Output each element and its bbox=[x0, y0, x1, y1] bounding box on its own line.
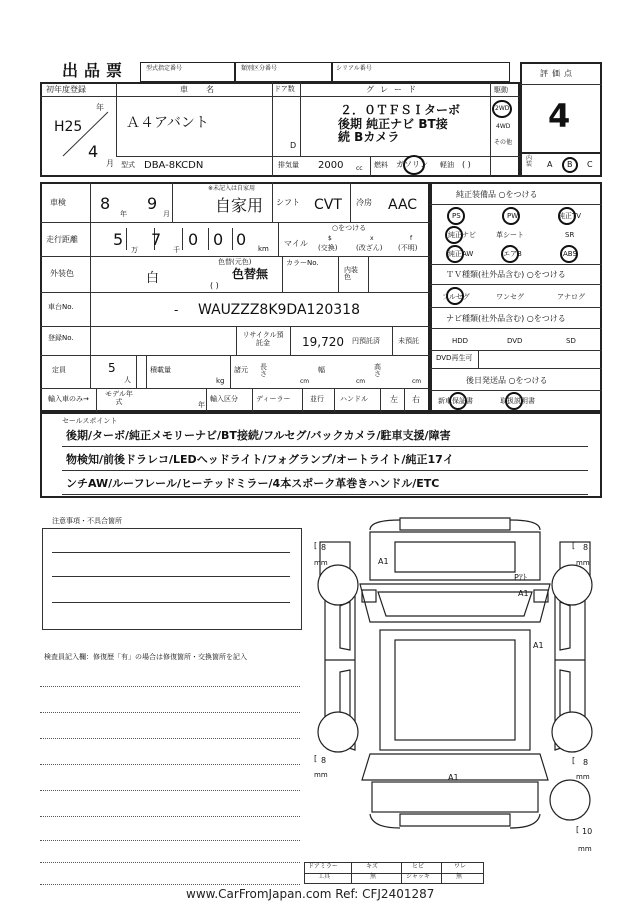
door-d: D bbox=[290, 141, 297, 150]
color-value: 白 bbox=[146, 271, 160, 286]
recycle-label: リサイクル預託金 bbox=[242, 331, 284, 348]
equip-airbag-circle bbox=[501, 245, 519, 263]
tire-rl-depth: 8 bbox=[321, 756, 327, 765]
tire-fl-unit: mm bbox=[314, 559, 328, 567]
mile-sub3b: (不明) bbox=[398, 244, 418, 252]
mark-a1-rear: A1 bbox=[448, 773, 459, 782]
chassis-value: WAUZZZ8K9DA120318 bbox=[198, 302, 360, 318]
grade-line1: ２．０ＴＦＳＩターボ bbox=[340, 103, 461, 117]
equip-navi-circle bbox=[445, 226, 463, 244]
later-warranty-circle bbox=[449, 392, 467, 410]
import-parallel: 並行 bbox=[310, 395, 324, 403]
import-type-label: 輸入区分 bbox=[210, 395, 238, 403]
mileage-digit-5: 0 bbox=[236, 230, 247, 249]
equip-tv-circle bbox=[558, 207, 576, 225]
car-damage-diagram bbox=[300, 510, 610, 860]
fuel-paren: ( ) bbox=[462, 160, 471, 169]
sales-point-label: セールスポイント bbox=[62, 417, 118, 425]
equip-aw-circle bbox=[446, 245, 464, 263]
light-oil-label: 軽油 bbox=[440, 161, 454, 169]
mileage-digit-2: 7 bbox=[151, 230, 162, 249]
legend-c1: 工具 bbox=[318, 873, 331, 880]
color-no-label: カラーNo. bbox=[286, 259, 319, 267]
caution-box bbox=[42, 528, 302, 630]
height-unit: cm bbox=[412, 378, 422, 385]
katashiki-label: 型式指定番号 bbox=[146, 65, 183, 72]
mark-a1-front: A1 bbox=[378, 557, 389, 566]
capacity-unit: 人 bbox=[124, 376, 131, 384]
drive-label: 駆動 bbox=[494, 86, 508, 94]
tire-fr-depth: 8 bbox=[583, 543, 589, 552]
tv-analog: アナログ bbox=[557, 293, 585, 301]
interior-label: 内装 bbox=[526, 155, 533, 168]
score-label: 評価点 bbox=[540, 69, 576, 78]
legend-h3: ヒビ bbox=[412, 863, 425, 870]
model-label: 型式 bbox=[121, 161, 135, 169]
mile-sub1: $ bbox=[328, 235, 332, 242]
sheet-title: 出品票 bbox=[62, 61, 129, 80]
recycle-paid: 円預託済 bbox=[352, 337, 380, 345]
mile-circle-note: ○をつける bbox=[332, 224, 367, 232]
equip-ps-circle bbox=[447, 207, 465, 225]
displacement-label: 排気量 bbox=[278, 161, 299, 169]
grade-line3: 続 Bカメラ bbox=[338, 130, 400, 144]
equip-pw: PW bbox=[507, 212, 519, 220]
ac-label: 冷房 bbox=[356, 198, 372, 207]
equip-sr: SR bbox=[565, 231, 575, 239]
mark-a1-door: A1 bbox=[533, 641, 544, 650]
mileage-man: 万 bbox=[131, 246, 138, 254]
mark-patsu: Pｱﾄ bbox=[514, 573, 527, 582]
equip-tv: 純正TV bbox=[558, 212, 582, 220]
grade-line2: 後期 純正ナビ BT接 bbox=[338, 117, 448, 131]
color-paren: ( ) bbox=[210, 281, 219, 290]
tire-rr-unit: mm bbox=[576, 773, 590, 781]
mile-sub1b: (交換) bbox=[318, 244, 338, 252]
watermark: www.CarFromJapan.com Ref: CFJ2401287 bbox=[186, 887, 435, 901]
mileage-sen: 千 bbox=[173, 246, 180, 254]
legend-c3: ジャッキ bbox=[406, 873, 430, 880]
color-label: 外装色 bbox=[50, 269, 74, 278]
chassis-dash: - bbox=[174, 303, 179, 317]
tire-spare-unit: mm bbox=[578, 845, 592, 853]
equip-abs-circle bbox=[560, 245, 578, 263]
first-reg-month: 4 bbox=[88, 142, 99, 161]
grade-label: グレード bbox=[366, 85, 422, 94]
score-value: 4 bbox=[548, 97, 571, 135]
import-label: 輸入車のみ→ bbox=[48, 395, 89, 403]
car-name-label: 車名 bbox=[180, 85, 232, 94]
shift-value: CVT bbox=[314, 197, 342, 213]
shaken-year: 8 bbox=[100, 194, 111, 213]
tire-rr-bracket: [ bbox=[572, 756, 576, 765]
ac-value: AAC bbox=[388, 197, 418, 213]
equip-aw: 純正AW bbox=[448, 250, 474, 258]
mile-sub2b: (改ざん) bbox=[356, 244, 383, 252]
later-manual-circle bbox=[505, 392, 523, 410]
legend-h4: ワレ bbox=[454, 863, 467, 870]
doors-label: ドア数 bbox=[274, 85, 295, 93]
width-label: 幅 bbox=[318, 366, 325, 374]
tire-rr-depth: 8 bbox=[583, 758, 589, 767]
import-dealer: ディーラー bbox=[256, 395, 291, 403]
drive-2wd: 2WD bbox=[495, 105, 510, 112]
navi-type-title: ナビ種類(社外品含む) ○をつける bbox=[446, 314, 566, 323]
car-name-value: Ａ４アバント bbox=[126, 115, 209, 131]
navi-hdd: HDD bbox=[452, 337, 469, 345]
drive-other: その他 bbox=[494, 139, 513, 146]
tire-fl-bracket: [ bbox=[314, 541, 318, 550]
later-title: 後日発送品 ○をつける bbox=[466, 376, 548, 385]
sales-point-line1: 後期/ターボ/純正メモリーナビ/BT接続/フルセグ/バックカメラ/駐車支援/障害 bbox=[66, 429, 451, 442]
mile-label: マイル bbox=[284, 239, 308, 248]
equip-pw-circle bbox=[502, 207, 520, 225]
model-value: DBA-8KCDN bbox=[144, 160, 204, 171]
first-reg-year: H25 bbox=[54, 119, 83, 135]
year-suffix: 年 bbox=[96, 103, 104, 112]
recycle-value: 19,720 bbox=[302, 335, 344, 349]
navi-sd: SD bbox=[566, 337, 576, 345]
interior-color-label: 内装色 bbox=[344, 266, 358, 281]
mile-sub2: x bbox=[370, 235, 374, 242]
chassis-label: 車台No. bbox=[48, 303, 74, 311]
first-reg-label: 初年度登録 bbox=[46, 85, 86, 94]
interior-b-circle bbox=[562, 157, 578, 173]
usage-note: ※未記入は自家用 bbox=[208, 185, 256, 192]
load-label: 積載量 bbox=[150, 366, 171, 374]
month-suffix: 月 bbox=[106, 159, 114, 168]
height-label: 高さ bbox=[374, 363, 381, 378]
caution-label: 注意事項・不具合箇所 bbox=[52, 517, 122, 525]
tire-fr-unit: mm bbox=[576, 559, 590, 567]
navi-dvd: DVD bbox=[507, 337, 523, 345]
later-warranty: 新車保証書 bbox=[438, 397, 473, 405]
interior-b: B bbox=[567, 160, 573, 169]
interior-a: A bbox=[547, 160, 553, 169]
mileage-km: km bbox=[258, 245, 269, 253]
shift-label: シフト bbox=[276, 198, 300, 207]
serial-label: シリアル番号 bbox=[336, 65, 372, 72]
length-unit: cm bbox=[300, 378, 310, 385]
equip-leather: 革シート bbox=[496, 231, 524, 239]
tire-spare-depth: 10 bbox=[582, 827, 593, 836]
fuel-value: ガソリン bbox=[396, 160, 428, 169]
handle-label: ハンドル bbox=[340, 395, 368, 403]
usage-value: 自家用 bbox=[215, 196, 264, 215]
capacity-value: 5 bbox=[108, 361, 116, 375]
shaken-year-unit: 年 bbox=[120, 210, 127, 218]
tire-fr-bracket: [ bbox=[572, 541, 576, 550]
handle-left: 左 bbox=[390, 395, 398, 404]
tire-fl-depth: 8 bbox=[321, 543, 327, 552]
shaken-month: 9 bbox=[147, 194, 158, 213]
mileage-digit-3: 0 bbox=[188, 230, 199, 249]
mile-sub3: f bbox=[410, 235, 413, 242]
sales-point-line3: ンチAW/ルーフレール/ヒーテッドミラー/4本スポーク革巻きハンドル/ETC bbox=[66, 477, 440, 490]
drive-4wd: 4WD bbox=[496, 123, 511, 130]
tv-fullseg-circle bbox=[446, 287, 464, 305]
equip-airbag: エアB bbox=[503, 250, 522, 258]
handle-right: 右 bbox=[412, 395, 420, 404]
interior-c: C bbox=[587, 160, 593, 169]
equip-navi: 純正ナビ bbox=[448, 231, 476, 239]
model-year-label: モデル年式 bbox=[105, 390, 133, 406]
length-label: 長さ bbox=[260, 363, 267, 378]
color-code-label: 色替(元色) bbox=[218, 258, 252, 266]
displacement-value: 2000 bbox=[318, 160, 344, 171]
model-year-unit: 年 bbox=[198, 401, 205, 409]
legend-c2: 無 bbox=[370, 873, 377, 880]
tv-fullseg: フルセグ bbox=[442, 293, 470, 301]
dims-label: 諸元 bbox=[234, 366, 248, 374]
tire-spare-bracket: [ bbox=[576, 825, 580, 834]
sales-point-line2: 物検知/前後ドラレコ/LEDヘッドライト/フォグランプ/オートライト/純正17イ bbox=[66, 453, 454, 466]
shaken-month-unit: 月 bbox=[163, 210, 170, 218]
ruibetsu-label: 類別区分番号 bbox=[241, 65, 278, 72]
equip-ps: PS bbox=[452, 212, 461, 220]
tire-rl-bracket: [ bbox=[314, 754, 318, 763]
mileage-label: 走行距離 bbox=[46, 235, 78, 244]
dvd-play: DVD再生可 bbox=[436, 354, 473, 362]
mark-a1-fender: A1 bbox=[518, 589, 529, 598]
legend-h1: ドアミラー bbox=[308, 863, 338, 870]
mileage-digit-1: 5 bbox=[113, 230, 124, 249]
legend-c4: 無 bbox=[456, 873, 463, 880]
details-block bbox=[40, 182, 430, 412]
fuel-circle bbox=[403, 155, 425, 175]
mileage-digit-4: 0 bbox=[213, 230, 224, 249]
recycle-unpaid: 未預託 bbox=[398, 337, 419, 345]
tire-rl-unit: mm bbox=[314, 771, 328, 779]
fuel-label: 燃料 bbox=[374, 161, 388, 169]
tv-type-title: ＴＶ種類(社外品含む) ○をつける bbox=[446, 270, 566, 279]
reg-no-label: 登録No. bbox=[48, 334, 74, 342]
drive-2wd-circle bbox=[492, 100, 512, 118]
displacement-unit: cc bbox=[356, 165, 363, 172]
oem-title: 純正装備品 ○をつける bbox=[456, 190, 538, 199]
shaken-label: 車検 bbox=[50, 198, 66, 207]
later-manual: 取扱説明書 bbox=[500, 397, 535, 405]
legend-h2: キズ bbox=[366, 863, 378, 870]
capacity-label: 定員 bbox=[52, 366, 66, 374]
tv-oneseg: ワンセグ bbox=[496, 293, 524, 301]
inspector-label: 検査員記入欄：修復歴「有」の場合は修復箇所・交換箇所を記入 bbox=[44, 653, 247, 661]
load-unit: kg bbox=[216, 377, 225, 385]
color-change-value: 色替無 bbox=[232, 267, 269, 281]
width-unit: cm bbox=[356, 378, 366, 385]
equip-abs: ABS bbox=[563, 250, 577, 258]
